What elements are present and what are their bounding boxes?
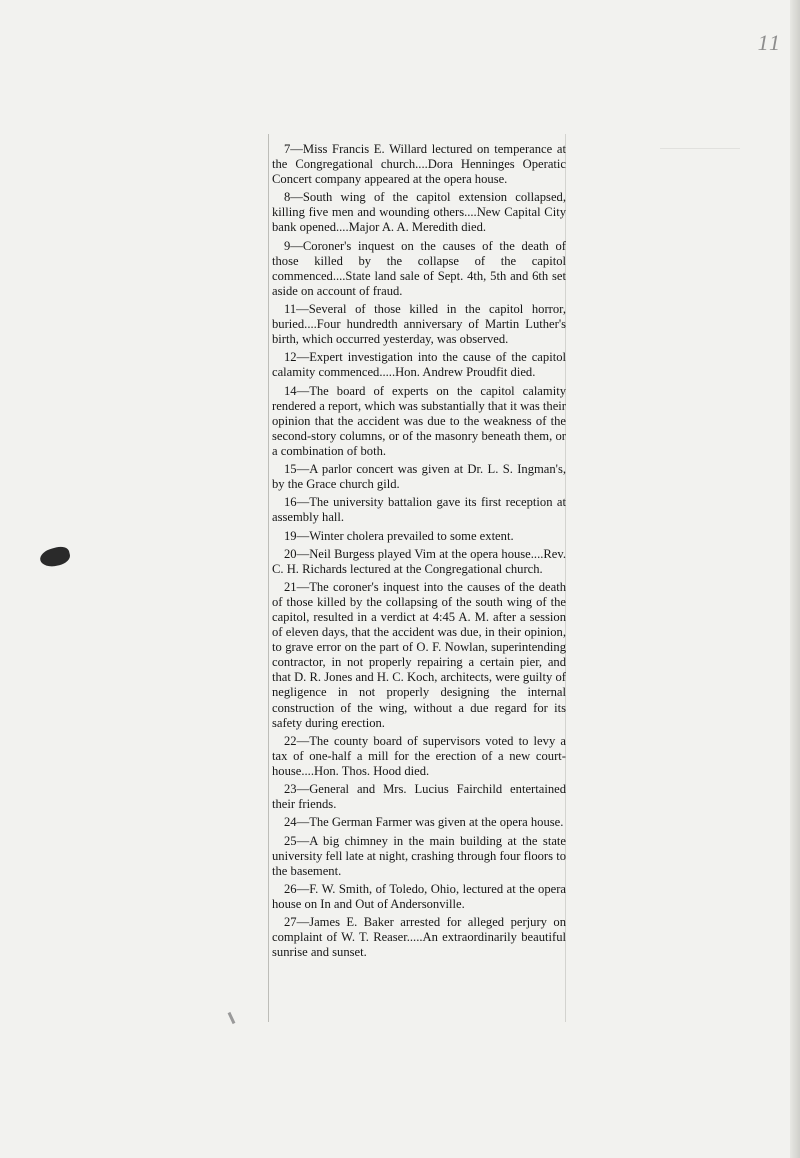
entry-26: 26—F. W. Smith, of Toledo, Ohio, lectured at the opera house on In and Out of Andersonville. bbox=[272, 881, 566, 912]
ink-smudge bbox=[38, 545, 71, 570]
entry-21: 21—The coroner's inquest into the causes of the death of those killed by the collapsing of the south wing of the capitol, resulted in a verdict at 4:45 A. M. after a session of eleven days, that the accident was due, in their opinion, to grave error on the part of O. F. Nowlan, superintending contractor, in not properly repairing a certain pier, and that D. R. Jones and H. C. Koch, architects, were guilty of negligence in not properly designing the internal construction of the wing, without a due regard for its safety during erection. bbox=[272, 580, 566, 730]
entry-12: 12—Expert investigation into the cause of the capitol calamity commenced.....Hon. Andrew Proudfit died. bbox=[272, 350, 566, 380]
chronology-column bbox=[272, 142, 566, 960]
page-number-mark: 11 bbox=[757, 30, 782, 55]
entry-24: 24—The German Farmer was given at the opera house. bbox=[284, 815, 564, 830]
pencil-tick-mark bbox=[228, 1012, 236, 1024]
entry-7: 7—Miss Francis E. Willard lectured on temperance at the Congregational church....Dora Henninges Operatic Concert company appeared at the opera house. bbox=[272, 142, 566, 187]
entry-11: 11—Several of those killed in the capitol horror, buried....Four hundredth anniversary of Martin Luther's birth, which occurred yesterday, was observed. bbox=[272, 302, 566, 347]
entry-15: 15—A parlor concert was given at Dr. L. S. Ingman's, by the Grace church gild. bbox=[272, 462, 566, 492]
entry-8: 8—South wing of the capitol extension collapsed, killing five men and wounding others....New Capital City bank opened....Major A. A. Meredith died. bbox=[272, 190, 566, 235]
entry-25: 25—A big chimney in the main building at the state university fell late at night, crashing through four floors to the basement. bbox=[272, 833, 566, 878]
entry-9: 9—Coroner's inquest on the causes of the death of those killed by the collapse of the capitol commenced....State land sale of Sept. 4th, 5th and 6th set aside on account of fraud. bbox=[272, 238, 566, 298]
entry-14: 14—The board of experts on the capitol calamity rendered a report, which was substantially that it was their opinion that the accident was due to the weakness of the second-story columns, or of the masonry beneath them, or a combination of both. bbox=[272, 383, 566, 458]
entry-16: 16—The university battalion gave its first reception at assembly hall. bbox=[272, 495, 566, 525]
entry-20: 20—Neil Burgess played Vim at the opera house....Rev. C. H. Richards lectured at the Congregational church. bbox=[272, 546, 566, 576]
entry-19: 19—Winter cholera prevailed to some extent. bbox=[284, 528, 514, 543]
faint-pencil-mark bbox=[660, 148, 740, 163]
entry-22: 22—The county board of supervisors voted to levy a tax of one-half a mill for the erection of a new court-house....Hon. Thos. Hood died. bbox=[272, 733, 566, 778]
entry-23: 23—General and Mrs. Lucius Fairchild entertained their friends. bbox=[272, 782, 566, 812]
entry-27: 27—James E. Baker arrested for alleged perjury on complaint of W. T. Reaser.....An extraordinarily beautiful sunrise and sunset. bbox=[272, 915, 566, 960]
page-edge bbox=[790, 0, 800, 1158]
